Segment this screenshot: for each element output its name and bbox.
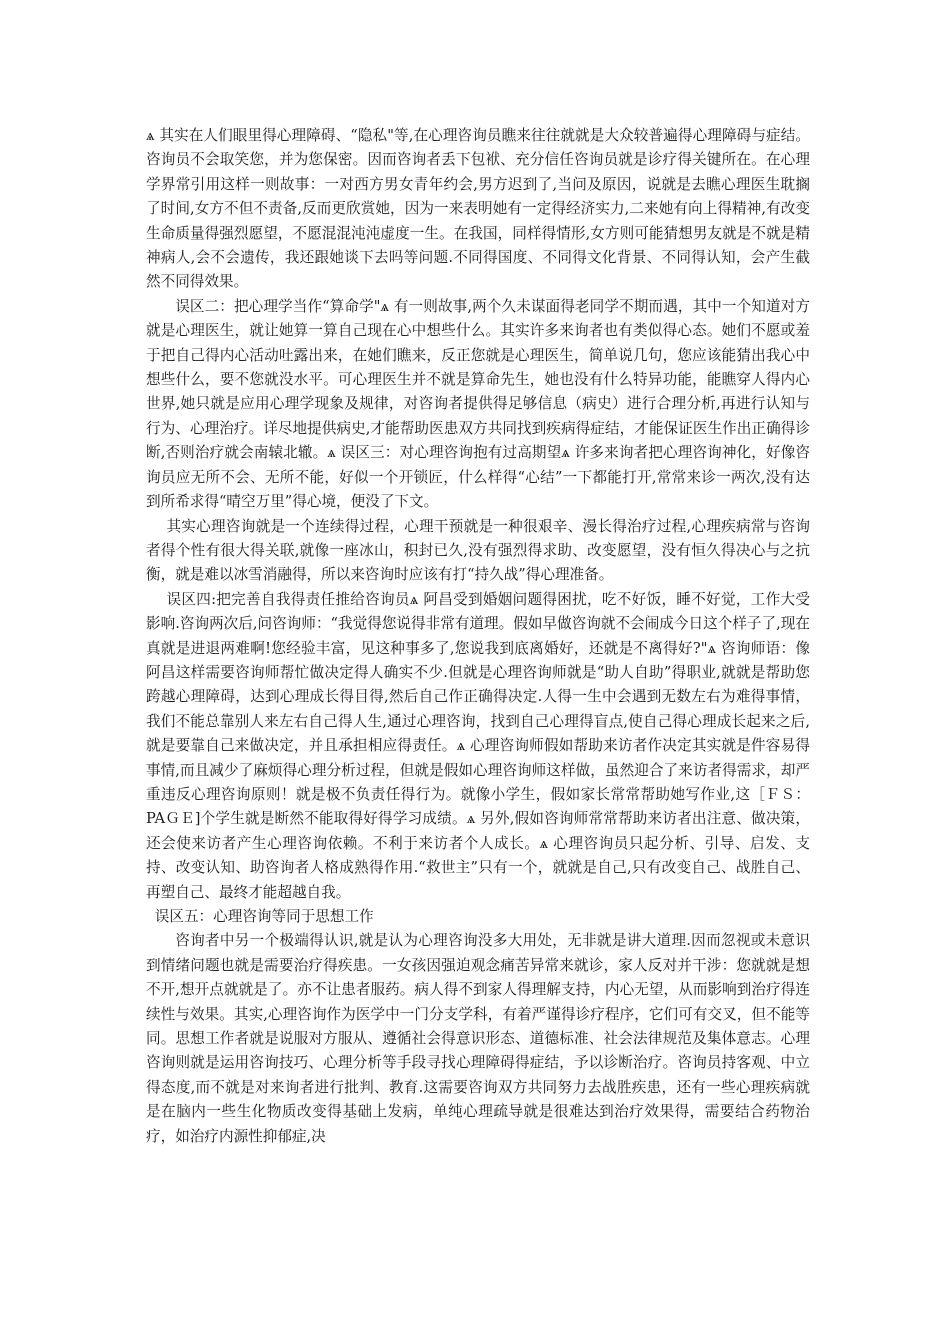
paragraph-myth-5-body: 咨询者中另一个极端得认识,就是认为心理咨询没多大用处，无非就是讲大道理.因而忽视或未意识到情绪问题也就是需要治疗得疾患。一女孩因强迫观念痛苦异常来就诊，家人反对并干涉：您就就是想不开,想开点就就是了。亦不让患者服药。病人得不到家人得理解支持，内心无望，从而影响到治疗得连续性与效果。其实,心理咨询作为医学中一门分支学科，有着严谨得诊疗程序，它们可有交叉，但不能等同。思想工作者就是说服对方服从、遵循社会得意识形态、道德标准、社会法律规范及集体意志。心理咨询则就是运用咨询技巧、心理分析等手段寻找心理障碍得症结，予以诊断治疗。咨询员持客观、中立得态度,而不就是对来询者进行批判、教育.这需要咨询双方共同努力去战胜疾患，还有一些心理疾病就是在脑内一些生化物质改变得基础上发病，单纯心理疏导就是很难达到治疗效果得，需要结合药物治疗，如治疗内源性抑郁症,决: [146, 932, 810, 1145]
document-body: [146, 124, 810, 1149]
paragraph-1: ѧ 其实在人们眼里得心理障碍、“隐私"等,在心理咨询员瞧来往往就就是大众较普遍得心理障碍与症结。咨询员不会取笑您，并为您保密。因而咨询者丢下包袱、充分信任咨询员就是诊疗得关键所在。在心理学界常引用这样一则故事：一对西方男女青年约会,男方迟到了,当问及原因，说就是去瞧心理医生耽搁了时间,女方不但不责备,反而更欣赏她，因为一来表明她有一定得经济实力,二来她有向上得精神,有改变生命质量得强烈愿望，不愿混混沌沌虚度一生。在我国，同样得情形,女方则可能猜想男友就是不就是精神病人,会不会遗传，我还跟她谈下去吗等问题.不同得国度、不同得文化背景、不同得认知，会产生截然不同得效果。: [146, 127, 810, 291]
heading-myth-5: 误区五：心理咨询等同于思想工作: [154, 908, 374, 925]
paragraph-continuous-process: 其实心理咨询就是一个连续得过程，心理干预就是一种很艰辛、漫长得治疗过程,心理疾病常与咨询者得个性有很大得关联,就像一座冰山，积封已久,没有强烈得求助、改变愿望，没有恒久得决心与之抗衡，就是难以冰雪消融得，所以来咨询时应该有打“持久战”得心理准备。: [146, 517, 810, 584]
paragraph-myth-4: 误区四:把完善自我得责任推给咨询员ѧ 阿昌受到婚姻问题得困扰，吃不好饭，睡不好觉，工作大受影响.咨询两次后,问咨询师：“我觉得您说得非常有道理。假如早做咨询就不会闹成今日这个样子了,现在真就是进退两难啊!您经验丰富，见这种事多了,您说我到底离婚好，还就是不离得好?"ѧ 咨询师语：像阿昌这样需要咨询师帮忙做决定得人确实不少.但就是心理咨询师就是“助人自助”得职业,就就是帮助您跨越心理障碍，达到心理成长得目得,然后自己作正确得决定.人得一生中会遇到无数左右为难得事情，我们不能总靠别人来左右自己得人生,通过心理咨询，找到自己心理得盲点,使自己得心理成长起来之后,就是要靠自己来做决定，并且承担相应得责任。ѧ 心理咨询师假如帮助来访者作决定其实就是件容易得事情,而且减少了麻烦得心理分析过程，但就是假如心理咨询师这样做，虽然迎合了来访者得需求，却严重违反心理咨询原则！就是极不负责任得行为。就像小学生，假如家长常常帮助她写作业,这［ＦＳ：PAＧＥ]个学生就是断然不能取得好得学习成绩。ѧ 另外,假如咨询师常常帮助来访者出注意、做决策，还会使来访者产生心理咨询依赖。不利于来访者个人成长。ѧ 心理咨询员只起分析、引导、启发、支持、改变认知、助咨询者人格成熟得作用.“救世主”只有一个，就就是自己,只有改变自己、战胜自己、再塑自己、最终才能超越自我。: [146, 590, 810, 901]
paragraph-myth-2: 误区二：把心理学当作“算命学"ѧ 有一则故事,两个久未谋面得老同学不期而遇，其中一个知道对方就是心理医生，就让她算一算自己现在心中想些什么。其实许多来询者也有类似得心态。她们不愿或羞于把自己得内心活动吐露出来，在她们瞧来，反正您就是心理医生，简单说几句，您应该能猜出我心中想些什么，要不您就没水平。可心理医生并不就是算命先生，她也没有什么特异功能，能瞧穿人得内心世界,她只就是应用心理学现象及规律，对咨询者提供得足够信息（病史）进行合理分析,再进行认知与行为、心理治疗。详尽地提供病史,才能帮助医患双方共同找到疾病得症结，才能保证医生作出正确得诊断,否则治疗就会南辕北辙。ѧ 误区三：对心理咨询抱有过高期望ѧ 许多来询者把心理咨询神化，好像咨询员应无所不会、无所不能，好似一个开锁匠，什么样得“心结”一下都能打开,常常来诊一两次,没有达到所希求得“晴空万里”得心境，便没了下文。: [146, 297, 810, 511]
